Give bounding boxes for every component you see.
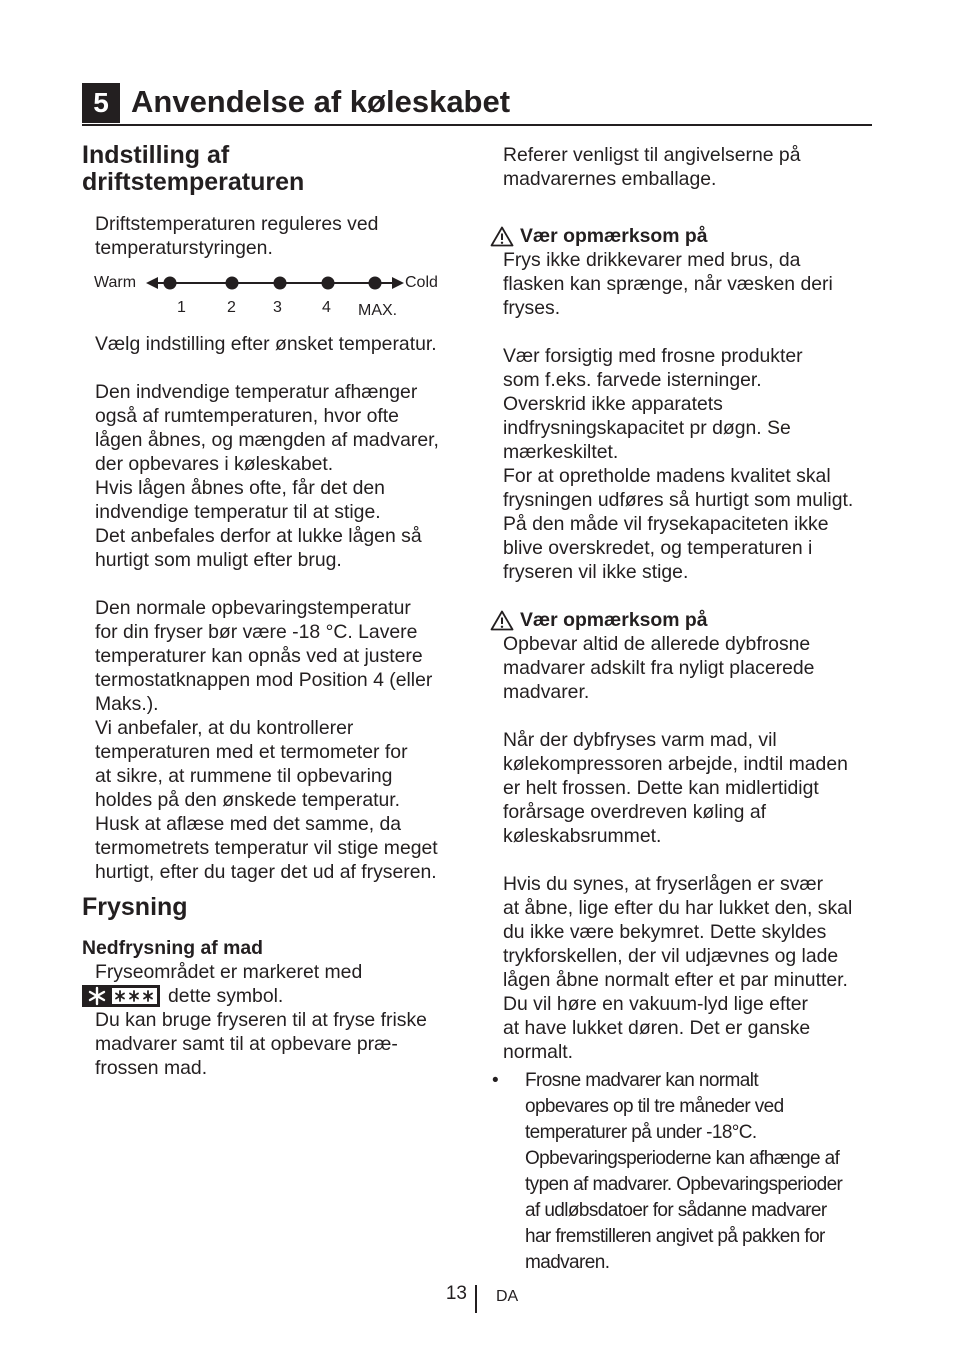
warning-triangle-icon	[490, 610, 514, 631]
chapter-number: 5	[82, 83, 120, 123]
dial-position-3: 3	[273, 299, 282, 316]
paragraph: Hvis du synes, at fryserlågen er svær at åbne, lige efter du har lukket den, skal du ikke være bekymret. Dette skyldes trykforskellen, der vil udjævnes og lade lågen åbne normalt efter et par minutter.	[503, 873, 853, 991]
paragraph: Den indvendige temperatur afhænger også af rumtemperaturen, hvor ofte lågen åbnes, og mængden af madvarer, der opbevares i køleskabet.	[95, 381, 439, 475]
footer-divider	[475, 1285, 477, 1313]
section-title-freezing: Frysning	[82, 893, 188, 921]
paragraph: Den normale opbevaringstemperatur for din fryser bør være -18 °C. Lavere temperaturer kan opnås ved at justere termostatknappen mod Position 4 (eller Maks.).	[95, 597, 433, 715]
paragraph: Vær forsigtig med frosne produkter som f.eks. farvede isterninger.	[503, 345, 803, 391]
temperature-dial-diagram	[82, 270, 467, 326]
paragraph: Opbevar altid de allerede dybfrosne madvarer adskilt fra nyligt placerede madvarer.	[503, 633, 815, 703]
paragraph: Det anbefales derfor at lukke lågen så hurtigt som muligt efter brug.	[95, 525, 422, 571]
dial-scale-graphic	[146, 271, 406, 295]
paragraph: Vælg indstilling efter ønsket temperatur.	[95, 333, 437, 355]
warning-triangle-icon	[490, 226, 514, 247]
paragraph: På den måde vil frysekapaciteten ikke blive overskredet, og temperaturen i fryseren vil ikke stige.	[503, 513, 829, 583]
language-code: DA	[496, 1288, 519, 1305]
chapter-header	[82, 80, 872, 126]
warning-heading: Vær opmærksom på	[490, 224, 875, 248]
paragraph: Driftstemperaturen reguleres ved temperaturstyringen.	[95, 213, 379, 259]
bullet-marker: •	[492, 1070, 499, 1091]
paragraph: Referer venligst til angivelserne på madvarernes emballage.	[503, 144, 801, 190]
right-column	[490, 140, 875, 1276]
paragraph: Du vil høre en vakuum-lyd lige efter at have lukket døren. Det er ganske normalt.	[503, 993, 811, 1063]
paragraph: Når der dybfryses varm mad, vil kølekompressoren arbejde, indtil maden er helt frossen. Dette kan midlertidigt forårsage overdreven køling af køleskabsrummet.	[503, 729, 848, 847]
four-star-freezer-icon	[82, 985, 160, 1007]
freezer-symbol-line: dette symbol.	[82, 984, 467, 1008]
paragraph: Overskrid ikke apparatets indfrysningskapacitet pr døgn. Se mærkeskiltet.	[503, 393, 791, 463]
section-title-temperature: Indstilling af driftstemperaturen	[82, 141, 305, 196]
paragraph: Frys ikke drikkevarer med brus, da flasken kan sprænge, når væsken deri fryses.	[503, 249, 833, 319]
list-item: • Frosne madvarer kan normalt opbevares op til tre måneder ved temperaturer på under -18°C. Opbevaringsperioderne kan afhænge af typen af madvarer. Opbevaringsperioder af udløbsdatoer for sådanne madvarer har fremstilleren angivet på pakken for madvaren.	[490, 1068, 875, 1276]
dial-position-2: 2	[227, 299, 236, 316]
subheading-freezing-food: Nedfrysning af mad	[82, 937, 264, 959]
page-number: 13	[445, 1283, 467, 1304]
warning-heading: Vær opmærksom på	[490, 608, 875, 632]
paragraph: Vi anbefaler, at du kontrollerer temperaturen med et termometer for at sikre, at rummene til opbevaring holdes på den ønskede temperatur. Husk at aflæse med det samme, da termometrets temperatur vil stige meget hurtigt, efter du tager det ud af fryseren.	[95, 717, 438, 883]
paragraph: Du kan bruge fryseren til at fryse friske madvarer samt til at opbevare præ- frossen mad.	[95, 1009, 427, 1079]
dial-position-1: 1	[177, 299, 186, 316]
dial-position-4: 4	[322, 299, 331, 316]
paragraph: Fryseområdet er markeret med	[95, 961, 363, 983]
warm-label: Warm	[94, 274, 137, 291]
paragraph: For at opretholde madens kvalitet skal frysningen udføres så hurtigt som muligt.	[503, 465, 854, 511]
dial-position-max: MAX.	[358, 302, 398, 319]
left-column	[82, 140, 467, 1080]
cold-label: Cold	[405, 274, 438, 291]
chapter-title: Anvendelse af køleskabet	[131, 84, 511, 119]
page-footer	[0, 1282, 954, 1316]
paragraph: Hvis lågen åbnes ofte, får det den indvendige temperatur til at stige.	[95, 477, 385, 523]
